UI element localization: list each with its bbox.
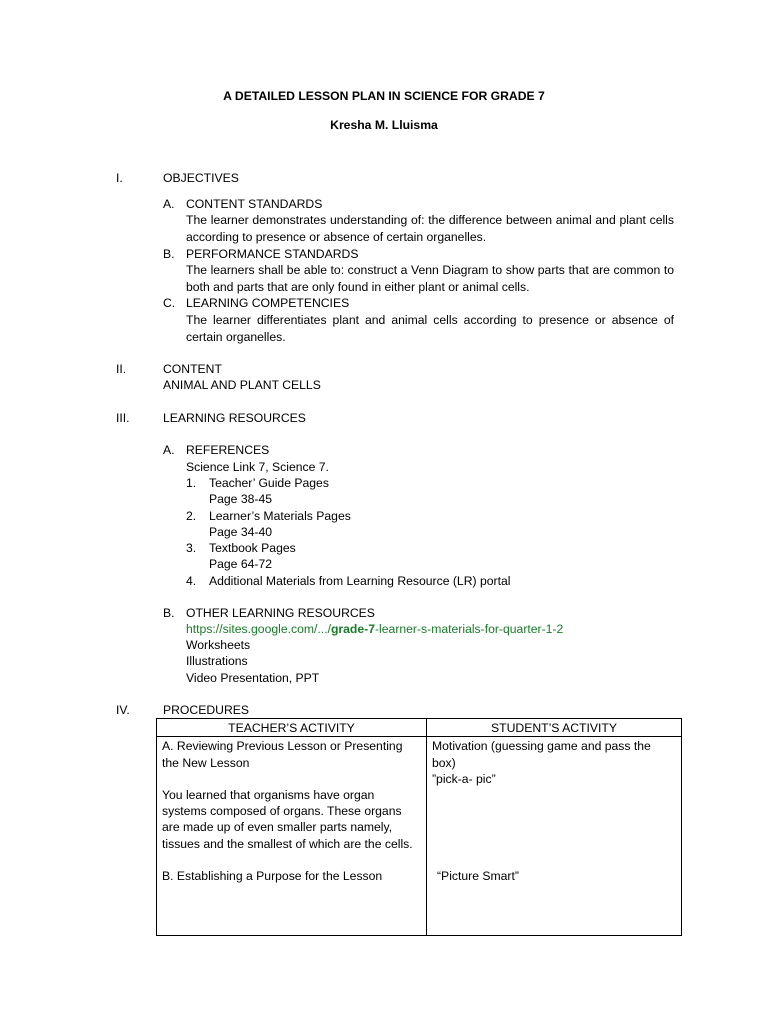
- section-number-resources: III.: [116, 411, 130, 425]
- learning-competencies-title: LEARNING COMPETENCIES: [186, 296, 350, 310]
- procedures-table: [156, 718, 682, 936]
- author-name: Kresha M. Lluisma: [330, 118, 438, 132]
- section-number-procedures: IV.: [116, 703, 130, 717]
- content-subheading: ANIMAL AND PLANT CELLS: [163, 378, 321, 392]
- performance-standards-text: The learners shall be able to: construct a Venn Diagram to show parts that are common to both and parts that are only found in either plant or animal cells.: [186, 263, 674, 294]
- reference-item-label: Textbook Pages: [209, 541, 296, 555]
- other-resource-item: Illustrations: [186, 654, 248, 668]
- list-marker: C.: [163, 296, 176, 310]
- reference-item-label: Learner’s Materials Pages: [209, 509, 351, 523]
- performance-standards-title: PERFORMANCE STANDARDS: [186, 247, 359, 261]
- reference-number: 4.: [186, 574, 197, 588]
- resource-link-prefix: https://sites.google.com/.../: [186, 622, 331, 636]
- student-activity-text: ”pick-a- pic”: [432, 771, 496, 786]
- references-title: REFERENCES: [186, 443, 270, 457]
- student-activity-cell: [427, 737, 682, 936]
- student-activity-purpose: “Picture Smart”: [437, 869, 519, 884]
- document-title: A DETAILED LESSON PLAN IN SCIENCE FOR GRADE 7: [223, 89, 545, 103]
- resource-link-bold: grade-7: [330, 622, 375, 636]
- content-standards-text: The learner demonstrates understanding of: the difference between animal and plant cells according to presence or absence of certain organelles.: [186, 213, 674, 244]
- content-standards-title: CONTENT STANDARDS: [186, 197, 323, 211]
- student-activity-title: Motivation (guessing game and pass the box): [432, 739, 651, 770]
- reference-number: 2.: [186, 509, 197, 523]
- other-resources-title: OTHER LEARNING RESOURCES: [186, 606, 375, 620]
- list-marker: B.: [163, 247, 175, 261]
- teacher-activity-text: You learned that organisms have organ systems composed of organs. These organs are made up of even smaller parts namely, tissues and the smallest of which are the cells.: [162, 787, 413, 851]
- column-header-teacher: TEACHER’S ACTIVITY: [157, 719, 427, 737]
- list-marker: B.: [163, 606, 175, 620]
- list-marker: A.: [163, 443, 175, 457]
- resource-link[interactable]: [186, 621, 563, 637]
- reference-item-pages: Page 64-72: [209, 557, 273, 571]
- table-header-row: [157, 719, 682, 737]
- reference-number: 1.: [186, 476, 197, 490]
- resource-link-suffix: -learner-s-materials-for-quarter-1-2: [375, 622, 564, 636]
- section-heading-procedures: PROCEDURES: [163, 703, 250, 717]
- teacher-activity-title: A. Reviewing Previous Lesson or Presenting the New Lesson: [162, 739, 403, 770]
- teacher-activity-cell: [157, 737, 427, 936]
- learning-competencies-text: The learner differentiates plant and animal cells according to presence or absence of certain organelles.: [186, 313, 674, 344]
- teacher-activity-purpose: B. Establishing a Purpose for the Lesson: [162, 869, 383, 884]
- reference-item-pages: Page 38-45: [209, 492, 273, 506]
- reference-item-label: Teacher’ Guide Pages: [209, 476, 329, 490]
- section-heading-resources: LEARNING RESOURCES: [163, 411, 306, 425]
- other-resource-item: Worksheets: [186, 638, 251, 652]
- section-number-content: II.: [116, 362, 127, 376]
- reference-number: 3.: [186, 541, 197, 555]
- references-intro: Science Link 7, Science 7.: [186, 460, 329, 474]
- reference-item-pages: Page 34-40: [209, 525, 273, 539]
- reference-item-label: Additional Materials from Learning Resource (LR) portal: [209, 574, 511, 588]
- section-number-objectives: I.: [116, 171, 123, 185]
- column-header-student: STUDENT’S ACTIVITY: [427, 719, 682, 737]
- other-resource-item: Video Presentation, PPT: [186, 671, 320, 685]
- table-row: [157, 737, 682, 936]
- list-marker: A.: [163, 197, 175, 211]
- section-heading-content: CONTENT: [163, 362, 222, 376]
- section-heading-objectives: OBJECTIVES: [163, 171, 239, 185]
